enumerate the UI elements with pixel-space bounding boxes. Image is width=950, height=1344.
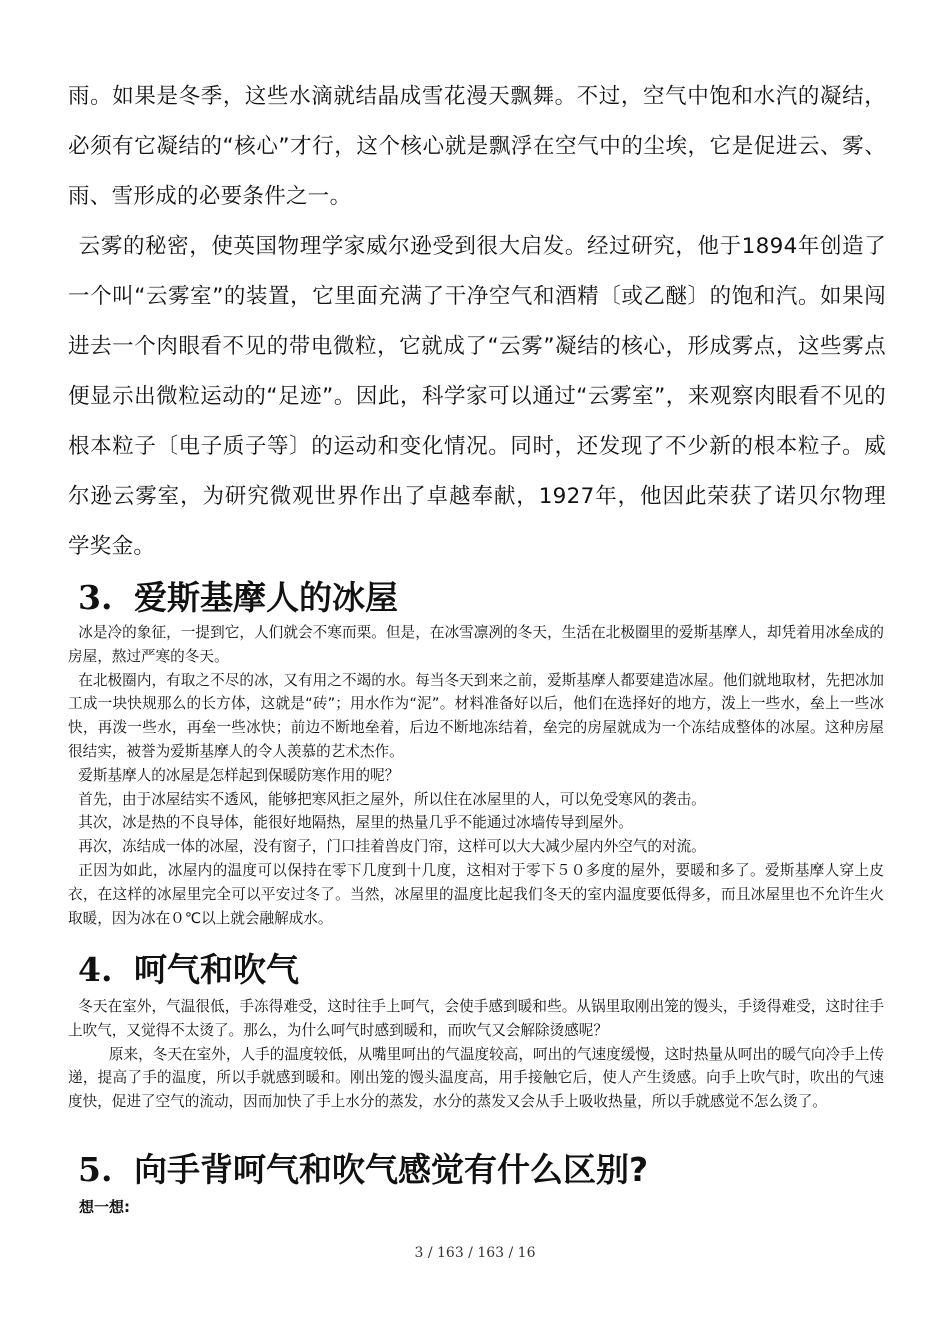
section-3-body: [68, 621, 884, 930]
intro-paragraph-2: 云雾的秘密，使英国物理学家威尔逊受到很大启发。经过研究，他于1894年创造了一个叫“云雾室”的装置，它里面充满了干净空气和酒精〔或乙醚〕的饱和汽。如果闯进去一个肉眼看不见的带电微粒，它就成了“云雾”凝结的核心，形成雾点，这些雾点便显示出微粒运动的“足迹”。因此，科学家可以通过“云雾室”，来观察肉眼看不见的根本粒子〔电子质子等〕的运动和变化情况。同时，还发现了不少新的根本粒子。威尔逊云雾室，为研究微观世界作出了卓越奉献，1927年，他因此荣获了诺贝尔物理学奖金。: [68, 234, 886, 559]
think-prompt: 想一想:: [79, 1198, 130, 1216]
section-4-body: [68, 995, 884, 1114]
section-3-paragraph: 正因为如此，冰屋内的温度可以保持在零下几度到十几度，这相对于零下５０多度的屋外，要暖和多了。爱斯基摩人穿上皮衣，在这样的冰屋里完全可以平安过冬了。当然，冰屋里的温度比起我们冬天的室内温度要低得多，而且冰屋里也不允许生火取暖，因为冰在０℃以上就会融解成水。: [68, 861, 884, 927]
section-5-number: 5.: [78, 1150, 113, 1189]
section-3-paragraph: 爱斯基摩人的冰屋是怎样起到保暖防寒作用的呢？: [78, 766, 400, 784]
section-3-paragraph: 冰是冷的象征，一提到它，人们就会不寒而栗。但是，在冰雪凛冽的冬天，生活在北极圈里的爱斯基摩人，却凭着用冰垒成的房屋，熬过严寒的冬天。: [68, 624, 884, 665]
intro-paragraph-1: 雨。如果是冬季，这些水滴就结晶成雪花漫天飘舞。不过，空气中饱和水汽的凝结，必须有它凝结的“核心”才行，这个核心就是飘浮在空气中的尘埃，它是促进云、雾、雨、雪形成的必要条件之一。: [68, 84, 886, 209]
section-4-paragraph: 原来，冬天在室外，人手的温度较低，从嘴里呵出的气温度较高，呵出的气速度缓慢，这时热量从呵出的暖气向冷手上传递，提高了手的温度，所以手就感到暖和。刚出笼的馒头温度高，用手接触它后，使人产生烫感。向手上吹气时，吹出的气速度快，促进了空气的流动，因而加快了手上水分的蒸发，水分的蒸发又会从手上吸收热量，所以手就感觉不怎么烫了。: [68, 1045, 884, 1111]
section-3-heading: [78, 578, 398, 618]
section-3-title: 爱斯基摩人的冰屋: [134, 578, 398, 617]
page-number-footer: 3 / 163 / 163 / 16: [414, 1245, 536, 1261]
section-5-heading: [78, 1150, 648, 1190]
section-5-title: 向手背呵气和吹气感觉有什么区别?: [134, 1150, 649, 1189]
section-4-number: 4.: [78, 950, 113, 989]
section-3-number: 3.: [78, 578, 113, 617]
section-4-heading: [78, 950, 299, 990]
section-3-paragraph: 再次，冻结成一体的冰屋，没有窗子，门口挂着兽皮门帘，这样可以大大减少屋内外空气的对流。: [78, 838, 706, 856]
section-4-title: 呵气和吹气: [134, 950, 299, 989]
section-3-paragraph: 首先，由于冰屋结实不透风，能够把寒风拒之屋外，所以住在冰屋里的人，可以免受寒风的袭击。: [78, 790, 706, 808]
section-3-paragraph: 在北极圈内，有取之不尽的冰，又有用之不竭的水。每当冬天到来之前，爱斯基摩人都要建造冰屋。他们就地取材，先把冰加工成一块快规那么的长方体，这就是“砖”；用水作为“泥”。材料准备好以后，他们在选择好的地方，泼上一些水，垒上一些冰快，再泼一些水，再垒一些冰快；前边不断地垒着，后边不断地冻结着，垒完的房屋就成为一个冻结成整体的冰屋。这种房屋很结实，被誉为爱斯基摩人的令人羡慕的艺术杰作。: [68, 671, 884, 760]
section-3-paragraph: 其次，冰是热的不良导体，能很好地隔热，屋里的热量几乎不能通过冰墙传导到屋外。: [78, 814, 633, 832]
section-4-paragraph: 冬天在室外，气温很低，手冻得难受，这时往手上呵气，会使手感到暖和些。从锅里取刚出笼的馒头，手烫得难受，这时往手上吹气，又觉得不太烫了。那么，为什么呵气时感到暖和，而吹气又会解除烫感呢？: [68, 998, 884, 1039]
